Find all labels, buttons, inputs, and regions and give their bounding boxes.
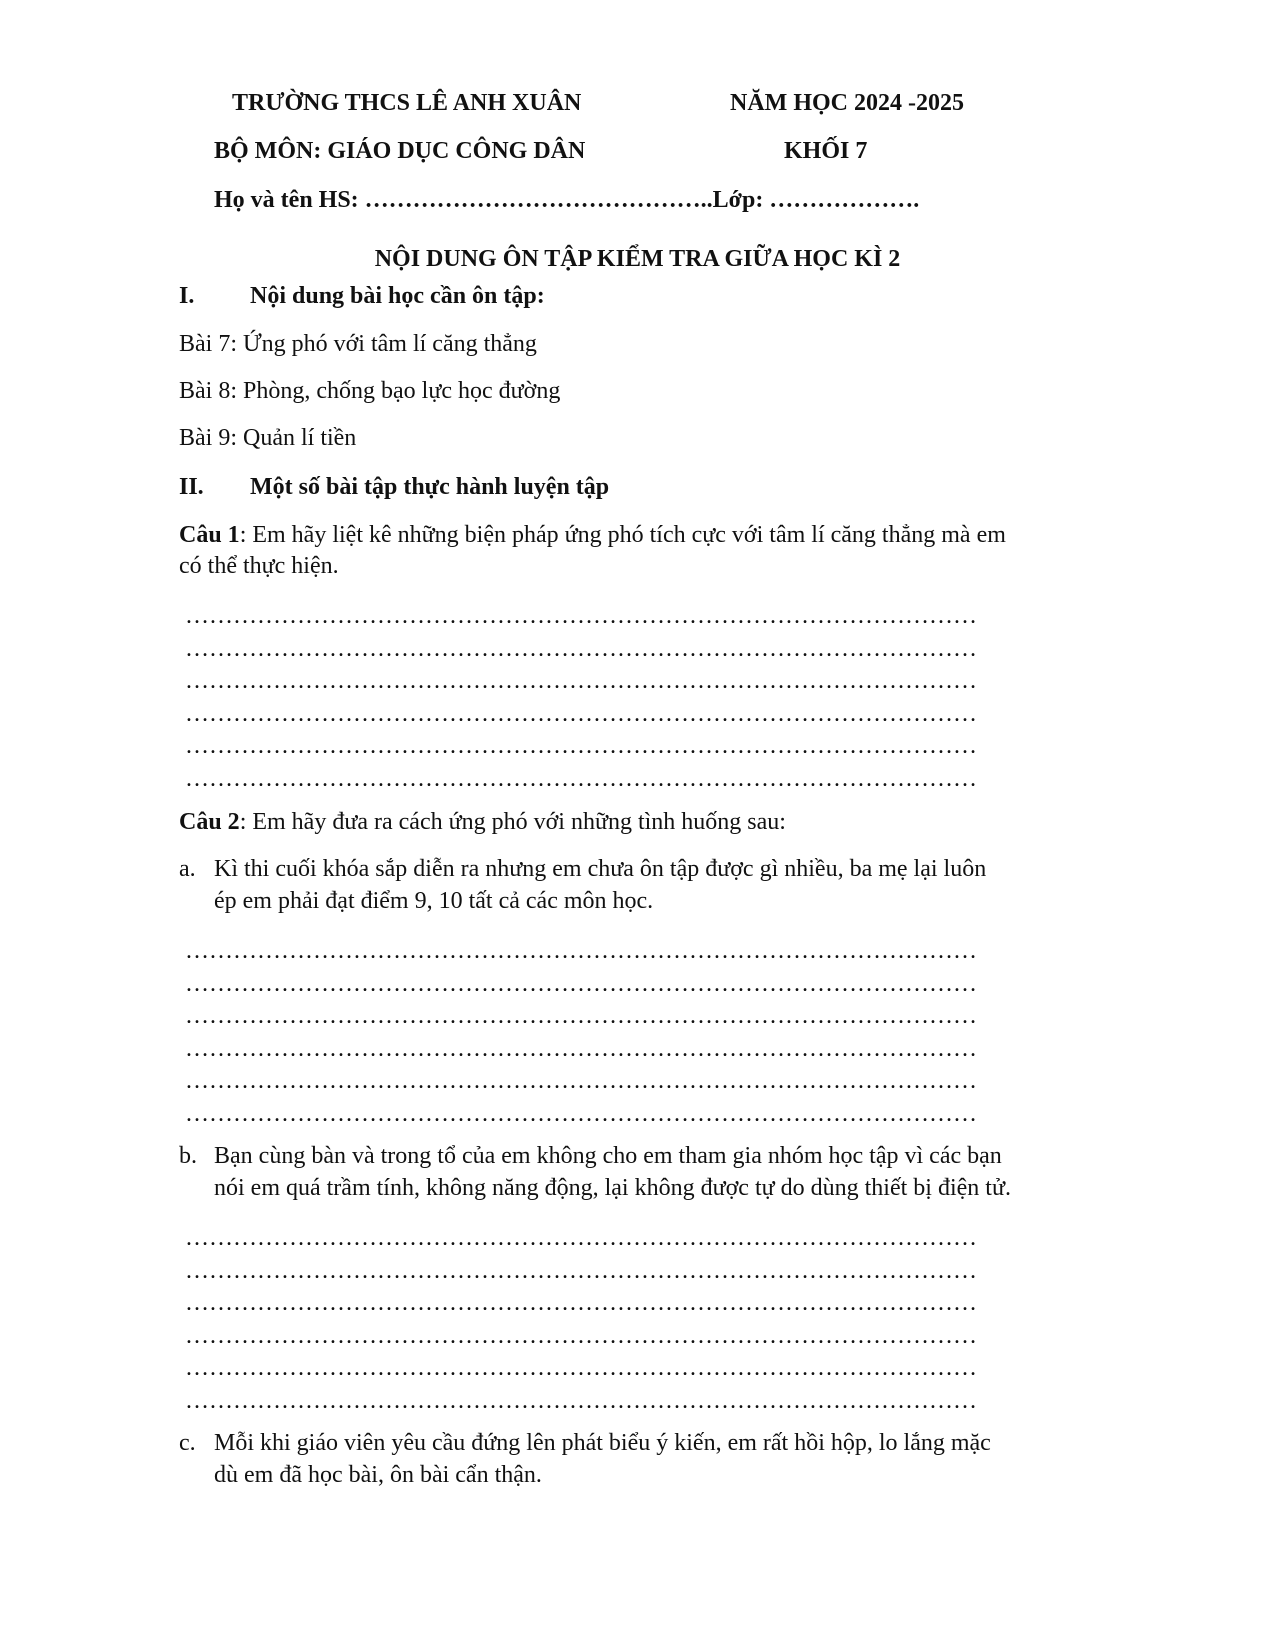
- section-2-number: II.: [179, 474, 204, 500]
- school-name: TRƯỜNG THCS LÊ ANH XUÂN: [232, 90, 582, 116]
- answer-line[interactable]: ………………………………………………………………………………………: [185, 1003, 977, 1029]
- answer-line[interactable]: ………………………………………………………………………………………: [185, 1290, 977, 1316]
- situation-c-line-2: dù em đã học bài, ôn bài cẩn thận.: [214, 1462, 542, 1488]
- answer-line[interactable]: ………………………………………………………………………………………: [185, 603, 977, 629]
- school-year: NĂM HỌC 2024 -2025: [730, 90, 964, 116]
- answer-line[interactable]: ………………………………………………………………………………………: [185, 733, 977, 759]
- document-title: NỘI DUNG ÔN TẬP KIỂM TRA GIỮA HỌC KÌ 2: [374, 246, 901, 272]
- situation-c-line-1: Mỗi khi giáo viên yêu cầu đứng lên phát biểu ý kiến, em rất hồi hộp, lo lắng mặc: [214, 1430, 991, 1456]
- question-1-label: Câu 1: [179, 522, 240, 548]
- situation-b-marker: b.: [179, 1143, 197, 1169]
- situation-a-marker: a.: [179, 856, 196, 882]
- answer-line[interactable]: ………………………………………………………………………………………: [185, 970, 977, 997]
- question-1-text: : Em hãy liệt kê những biện pháp ứng phó tích cực với tâm lí căng thẳng mà em: [239, 522, 1006, 548]
- answer-line[interactable]: ………………………………………………………………………………………: [185, 1257, 977, 1284]
- answer-area-1[interactable]: [185, 600, 1105, 795]
- answer-line[interactable]: ………………………………………………………………………………………: [185, 635, 977, 662]
- question-2-text: : Em hãy đưa ra cách ứng phó với những tình huống sau:: [239, 809, 786, 835]
- grade-label: KHỐI 7: [784, 138, 868, 164]
- situation-c-marker: c.: [179, 1430, 196, 1456]
- answer-line[interactable]: ………………………………………………………………………………………: [185, 1100, 977, 1127]
- student-name-field[interactable]: Họ và tên HS: ……………………………………..Lớp: ……………….: [214, 187, 920, 213]
- lesson-8: Bài 8: Phòng, chống bạo lực học đường: [179, 378, 561, 404]
- answer-line[interactable]: ………………………………………………………………………………………: [185, 700, 977, 727]
- question-2-label: Câu 2: [179, 809, 240, 835]
- question-1-line-1: [179, 522, 1006, 549]
- situation-b-line-1: Bạn cùng bàn và trong tổ của em không cho em tham gia nhóm học tập vì các bạn: [214, 1143, 1002, 1169]
- answer-line[interactable]: ………………………………………………………………………………………: [185, 668, 977, 694]
- section-2-heading: Một số bài tập thực hành luyện tập: [250, 474, 610, 500]
- answer-line[interactable]: ………………………………………………………………………………………: [185, 1035, 977, 1062]
- situation-a-line-2: ép em phải đạt điểm 9, 10 tất cả các môn học.: [214, 888, 654, 914]
- question-2-line: [179, 809, 786, 836]
- answer-line[interactable]: ………………………………………………………………………………………: [185, 1387, 977, 1414]
- answer-area-2b[interactable]: [185, 1222, 1105, 1417]
- answer-line[interactable]: ………………………………………………………………………………………: [185, 1322, 977, 1349]
- section-1-heading: Nội dung bài học cần ôn tập:: [250, 283, 545, 309]
- answer-line[interactable]: ………………………………………………………………………………………: [185, 938, 977, 964]
- situation-b-line-2: nói em quá trầm tính, không năng động, lại không được tự do dùng thiết bị điện tử.: [214, 1175, 1011, 1201]
- section-1-number: I.: [179, 283, 195, 309]
- answer-area-2a[interactable]: [185, 935, 1105, 1130]
- situation-a-line-1: Kì thi cuối khóa sắp diễn ra nhưng em chưa ôn tập được gì nhiều, ba mẹ lại luôn: [214, 856, 987, 882]
- subject-name: BỘ MÔN: GIÁO DỤC CÔNG DÂN: [214, 138, 586, 164]
- answer-line[interactable]: ………………………………………………………………………………………: [185, 765, 977, 792]
- answer-line[interactable]: ………………………………………………………………………………………: [185, 1068, 977, 1094]
- lesson-7: Bài 7: Ứng phó với tâm lí căng thẳng: [179, 331, 537, 357]
- question-1-line-2: có thể thực hiện.: [179, 553, 339, 579]
- lesson-9: Bài 9: Quản lí tiền: [179, 425, 357, 451]
- answer-line[interactable]: ………………………………………………………………………………………: [185, 1225, 977, 1251]
- answer-line[interactable]: ………………………………………………………………………………………: [185, 1355, 977, 1381]
